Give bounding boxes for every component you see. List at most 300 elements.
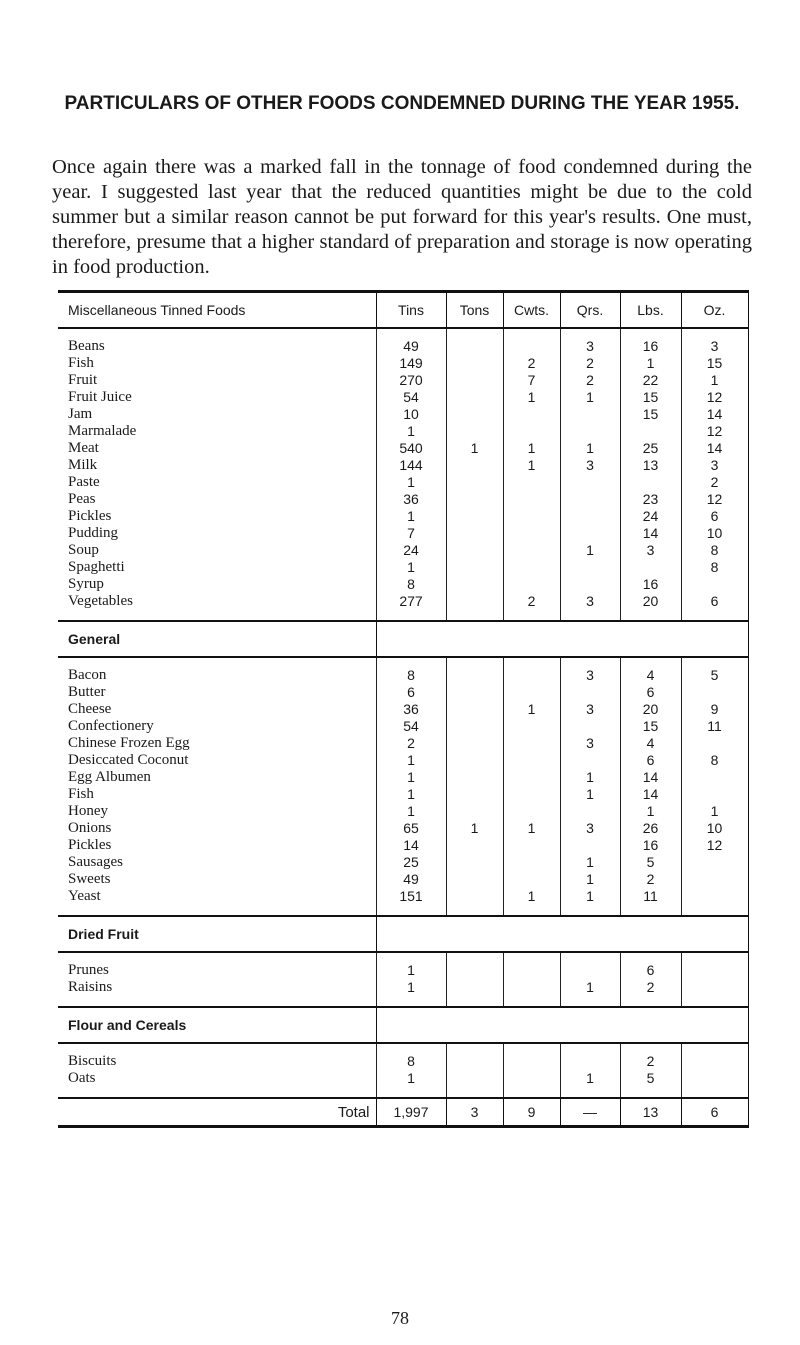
cell-cwts [503, 962, 560, 979]
cell-oz [681, 769, 748, 786]
cell-qrs [560, 752, 620, 769]
cell-tons [446, 491, 503, 508]
spacer-row [58, 996, 748, 1007]
cell-tons [446, 786, 503, 803]
cell-oz: 12 [681, 837, 748, 854]
item-name [58, 372, 376, 389]
cell-qrs: 1 [560, 854, 620, 871]
table-row [58, 871, 748, 888]
cell-qrs [560, 1053, 620, 1070]
cell-tins: 144 [376, 457, 446, 474]
cell-tins: 24 [376, 542, 446, 559]
page-number: 78 [391, 1308, 409, 1328]
cell-oz: 11 [681, 718, 748, 735]
item-label: Chinese Frozen Egg [68, 735, 190, 751]
cell-qrs [560, 962, 620, 979]
cell-cwts [503, 769, 560, 786]
cell-cwts [503, 837, 560, 854]
cell-oz: 6 [681, 593, 748, 610]
cell-qrs [560, 803, 620, 820]
item-label: Biscuits [68, 1053, 117, 1069]
cell-cwts [503, 667, 560, 684]
item-label: Pickles [68, 837, 112, 853]
total-lbs: 13 [620, 1098, 681, 1127]
cell-lbs: 16 [620, 338, 681, 355]
cell-tons [446, 457, 503, 474]
cell-tons [446, 389, 503, 406]
table-row [58, 1070, 748, 1087]
item-label: Syrup [68, 576, 104, 592]
cell-tins: 1 [376, 423, 446, 440]
cell-tins: 1 [376, 979, 446, 996]
cell-oz: 3 [681, 338, 748, 355]
table-header-row [58, 292, 748, 329]
spacer-row [58, 328, 748, 338]
item-label: Pickles [68, 508, 112, 524]
table-row [58, 718, 748, 735]
cell-oz: 8 [681, 559, 748, 576]
cell-tins: 8 [376, 576, 446, 593]
cell-lbs: 1 [620, 355, 681, 372]
header-oz: Oz. [681, 292, 748, 329]
cell-oz: 12 [681, 423, 748, 440]
item-label: Desiccated Coconut [68, 752, 189, 768]
cell-tins: 1 [376, 803, 446, 820]
header-lbs: Lbs. [620, 292, 681, 329]
cell-oz [681, 888, 748, 905]
cell-cwts [503, 854, 560, 871]
table-row [58, 962, 748, 979]
table-row [58, 491, 748, 508]
cell-tons [446, 837, 503, 854]
cell-oz [681, 871, 748, 888]
item-name [58, 684, 376, 701]
cell-lbs: 2 [620, 1053, 681, 1070]
cell-cwts [503, 525, 560, 542]
cell-oz [681, 979, 748, 996]
item-name [58, 786, 376, 803]
item-name [58, 406, 376, 423]
cell-lbs: 23 [620, 491, 681, 508]
item-label: Sweets [68, 871, 111, 887]
item-name [58, 593, 376, 610]
cell-tins: 277 [376, 593, 446, 610]
cell-qrs [560, 474, 620, 491]
cell-tons [446, 854, 503, 871]
item-label: Pudding [68, 525, 119, 541]
item-label: Egg Albumen [68, 769, 151, 785]
cell-tins: 54 [376, 718, 446, 735]
item-label: Sausages [68, 854, 123, 870]
table-row [58, 701, 748, 718]
cell-lbs: 14 [620, 769, 681, 786]
cell-lbs: 3 [620, 542, 681, 559]
item-label: Confectionery [68, 718, 154, 734]
cell-oz: 5 [681, 667, 748, 684]
cell-oz: 1 [681, 803, 748, 820]
item-name [58, 525, 376, 542]
section-title: General [58, 621, 376, 657]
cell-tins: 6 [376, 684, 446, 701]
cell-qrs: 3 [560, 735, 620, 752]
item-name [58, 355, 376, 372]
cell-qrs [560, 576, 620, 593]
spacer-row [58, 1087, 748, 1098]
spacer-row [58, 610, 748, 621]
item-label: Fish [68, 786, 94, 802]
cell-qrs: 3 [560, 457, 620, 474]
item-name [58, 423, 376, 440]
item-name [58, 1070, 376, 1087]
table-row [58, 457, 748, 474]
item-name [58, 769, 376, 786]
cell-oz: 2 [681, 474, 748, 491]
item-name [58, 542, 376, 559]
cell-cwts: 1 [503, 440, 560, 457]
cell-tons [446, 684, 503, 701]
cell-qrs: 1 [560, 979, 620, 996]
header-tins: Tins [376, 292, 446, 329]
total-qrs: — [560, 1098, 620, 1127]
cell-tons [446, 803, 503, 820]
table-row [58, 389, 748, 406]
item-name [58, 820, 376, 837]
table-row [58, 559, 748, 576]
table-row [58, 593, 748, 610]
table-row [58, 752, 748, 769]
cell-tins: 1 [376, 559, 446, 576]
item-label: Fruit Juice [68, 389, 132, 405]
cell-tins: 149 [376, 355, 446, 372]
cell-cwts [503, 491, 560, 508]
cell-tins: 65 [376, 820, 446, 837]
cell-qrs: 3 [560, 593, 620, 610]
cell-cwts [503, 542, 560, 559]
cell-lbs: 5 [620, 854, 681, 871]
cell-lbs [620, 423, 681, 440]
cell-oz [681, 576, 748, 593]
item-label: Fish [68, 355, 94, 371]
item-label: Honey [68, 803, 108, 819]
item-name [58, 979, 376, 996]
table-row [58, 803, 748, 820]
table-row [58, 406, 748, 423]
spacer-row [58, 952, 748, 962]
item-label: Raisins [68, 979, 113, 995]
cell-lbs: 13 [620, 457, 681, 474]
cell-tons [446, 979, 503, 996]
section-header-row [58, 621, 748, 657]
item-label: Jam [68, 406, 93, 422]
cell-lbs: 15 [620, 718, 681, 735]
cell-cwts: 2 [503, 355, 560, 372]
table-row [58, 1053, 748, 1070]
cell-tons [446, 735, 503, 752]
spacer-row [58, 657, 748, 667]
cell-tins: 36 [376, 491, 446, 508]
cell-tins: 36 [376, 701, 446, 718]
cell-cwts [503, 871, 560, 888]
cell-qrs [560, 684, 620, 701]
cell-tins: 8 [376, 667, 446, 684]
cell-lbs: 14 [620, 786, 681, 803]
cell-tons [446, 559, 503, 576]
item-label: Oats [68, 1070, 96, 1086]
cell-lbs: 4 [620, 735, 681, 752]
item-name [58, 440, 376, 457]
table-row [58, 667, 748, 684]
cell-cwts [503, 406, 560, 423]
cell-lbs: 22 [620, 372, 681, 389]
cell-cwts [503, 684, 560, 701]
header-tons: Tons [446, 292, 503, 329]
table-row [58, 735, 748, 752]
item-label: Spaghetti [68, 559, 125, 575]
cell-oz [681, 786, 748, 803]
item-name [58, 854, 376, 871]
item-label: Yeast [68, 888, 101, 904]
cell-cwts [503, 559, 560, 576]
cell-tins: 1 [376, 786, 446, 803]
cell-tons [446, 701, 503, 718]
cell-oz [681, 854, 748, 871]
item-label: Fruit [68, 372, 98, 388]
header-cwts: Cwts. [503, 292, 560, 329]
cell-oz: 12 [681, 491, 748, 508]
cell-oz [681, 735, 748, 752]
header-misc-tinned-foods: Miscellaneous Tinned Foods [58, 292, 376, 329]
cell-qrs [560, 423, 620, 440]
cell-cwts: 1 [503, 701, 560, 718]
item-name [58, 701, 376, 718]
cell-qrs: 2 [560, 372, 620, 389]
cell-qrs: 1 [560, 1070, 620, 1087]
cell-qrs [560, 718, 620, 735]
item-label: Milk [68, 457, 98, 473]
table-row [58, 786, 748, 803]
cell-lbs: 11 [620, 888, 681, 905]
cell-qrs [560, 491, 620, 508]
cell-tons [446, 525, 503, 542]
cell-tons [446, 667, 503, 684]
cell-lbs: 6 [620, 752, 681, 769]
cell-lbs: 20 [620, 701, 681, 718]
cell-oz [681, 1053, 748, 1070]
cell-tons [446, 718, 503, 735]
cell-oz: 10 [681, 820, 748, 837]
cell-tons [446, 593, 503, 610]
cell-tins: 25 [376, 854, 446, 871]
item-name [58, 718, 376, 735]
item-name [58, 576, 376, 593]
cell-cwts [503, 752, 560, 769]
cell-cwts [503, 803, 560, 820]
item-label: Prunes [68, 962, 109, 978]
cell-tons [446, 888, 503, 905]
table-row [58, 769, 748, 786]
item-name [58, 508, 376, 525]
cell-lbs: 15 [620, 389, 681, 406]
cell-lbs: 6 [620, 684, 681, 701]
item-name [58, 559, 376, 576]
cell-tons [446, 1070, 503, 1087]
item-name [58, 803, 376, 820]
cell-lbs: 16 [620, 576, 681, 593]
total-oz: 6 [681, 1098, 748, 1127]
cell-oz: 6 [681, 508, 748, 525]
cell-oz: 10 [681, 525, 748, 542]
table-row [58, 684, 748, 701]
cell-qrs: 3 [560, 667, 620, 684]
cell-tons [446, 423, 503, 440]
cell-tons [446, 508, 503, 525]
item-label: Butter [68, 684, 106, 700]
cell-qrs: 1 [560, 769, 620, 786]
cell-tons [446, 752, 503, 769]
spacer-row [58, 905, 748, 916]
total-cwts: 9 [503, 1098, 560, 1127]
cell-lbs: 24 [620, 508, 681, 525]
item-label: Onions [68, 820, 112, 836]
cell-tins: 1 [376, 769, 446, 786]
cell-cwts [503, 786, 560, 803]
cell-cwts [503, 735, 560, 752]
cell-qrs: 2 [560, 355, 620, 372]
cell-cwts [503, 474, 560, 491]
section-header-row [58, 1007, 748, 1043]
table-row [58, 837, 748, 854]
cell-qrs [560, 508, 620, 525]
cell-lbs: 2 [620, 871, 681, 888]
item-name [58, 837, 376, 854]
total-tins: 1,997 [376, 1098, 446, 1127]
cell-cwts [503, 508, 560, 525]
cell-lbs [620, 559, 681, 576]
cell-cwts [503, 576, 560, 593]
cell-qrs [560, 406, 620, 423]
cell-tins: 8 [376, 1053, 446, 1070]
item-label: Peas [68, 491, 96, 507]
item-name [58, 962, 376, 979]
cell-tons [446, 769, 503, 786]
cell-tons [446, 474, 503, 491]
cell-qrs: 3 [560, 820, 620, 837]
table-row [58, 525, 748, 542]
section-header-row [58, 916, 748, 952]
cell-qrs [560, 837, 620, 854]
section-title: Dried Fruit [58, 916, 376, 952]
cell-cwts [503, 423, 560, 440]
table-row [58, 820, 748, 837]
cell-lbs: 4 [620, 667, 681, 684]
item-name [58, 389, 376, 406]
cell-tins: 540 [376, 440, 446, 457]
condemned-foods-table [58, 290, 749, 1128]
item-label: Soup [68, 542, 99, 558]
cell-lbs: 15 [620, 406, 681, 423]
cell-lbs: 20 [620, 593, 681, 610]
item-name [58, 871, 376, 888]
cell-cwts [503, 979, 560, 996]
cell-lbs: 6 [620, 962, 681, 979]
cell-oz [681, 684, 748, 701]
item-label: Marmalade [68, 423, 137, 439]
cell-oz [681, 1070, 748, 1087]
cell-lbs [620, 474, 681, 491]
header-qrs: Qrs. [560, 292, 620, 329]
item-name [58, 1053, 376, 1070]
cell-tins: 1 [376, 508, 446, 525]
total-tons: 3 [446, 1098, 503, 1127]
cell-tins: 1 [376, 752, 446, 769]
cell-oz [681, 962, 748, 979]
item-name [58, 752, 376, 769]
cell-cwts [503, 718, 560, 735]
cell-tins: 14 [376, 837, 446, 854]
cell-tons [446, 406, 503, 423]
cell-qrs: 1 [560, 871, 620, 888]
item-name [58, 735, 376, 752]
cell-lbs: 16 [620, 837, 681, 854]
cell-qrs [560, 525, 620, 542]
item-name [58, 491, 376, 508]
cell-tons [446, 542, 503, 559]
cell-tins: 10 [376, 406, 446, 423]
spacer-row [58, 1043, 748, 1053]
cell-qrs [560, 559, 620, 576]
item-name [58, 667, 376, 684]
cell-tins: 49 [376, 338, 446, 355]
item-label: Meat [68, 440, 99, 456]
item-name [58, 338, 376, 355]
cell-tins: 7 [376, 525, 446, 542]
table-row [58, 508, 748, 525]
cell-tons [446, 372, 503, 389]
table-row [58, 423, 748, 440]
cell-oz: 14 [681, 406, 748, 423]
cell-cwts: 2 [503, 593, 560, 610]
cell-oz: 8 [681, 752, 748, 769]
table-row [58, 854, 748, 871]
cell-oz: 15 [681, 355, 748, 372]
item-name [58, 888, 376, 905]
cell-tons [446, 338, 503, 355]
table-row [58, 372, 748, 389]
cell-lbs: 25 [620, 440, 681, 457]
cell-tins: 151 [376, 888, 446, 905]
item-label: Cheese [68, 701, 112, 717]
cell-lbs: 2 [620, 979, 681, 996]
cell-tons [446, 576, 503, 593]
cell-oz: 1 [681, 372, 748, 389]
table-row [58, 542, 748, 559]
cell-qrs: 3 [560, 338, 620, 355]
cell-oz: 3 [681, 457, 748, 474]
table-body [58, 328, 748, 1127]
page-heading: PARTICULARS OF OTHER FOODS CONDEMNED DURING THE YEAR 1955. [64, 93, 740, 114]
cell-lbs: 14 [620, 525, 681, 542]
item-name [58, 474, 376, 491]
cell-lbs: 26 [620, 820, 681, 837]
cell-lbs: 5 [620, 1070, 681, 1087]
cell-cwts [503, 338, 560, 355]
total-row [58, 1098, 748, 1127]
table-row [58, 576, 748, 593]
cell-cwts [503, 1053, 560, 1070]
section-title: Flour and Cereals [58, 1007, 376, 1043]
cell-oz: 12 [681, 389, 748, 406]
cell-qrs: 1 [560, 786, 620, 803]
